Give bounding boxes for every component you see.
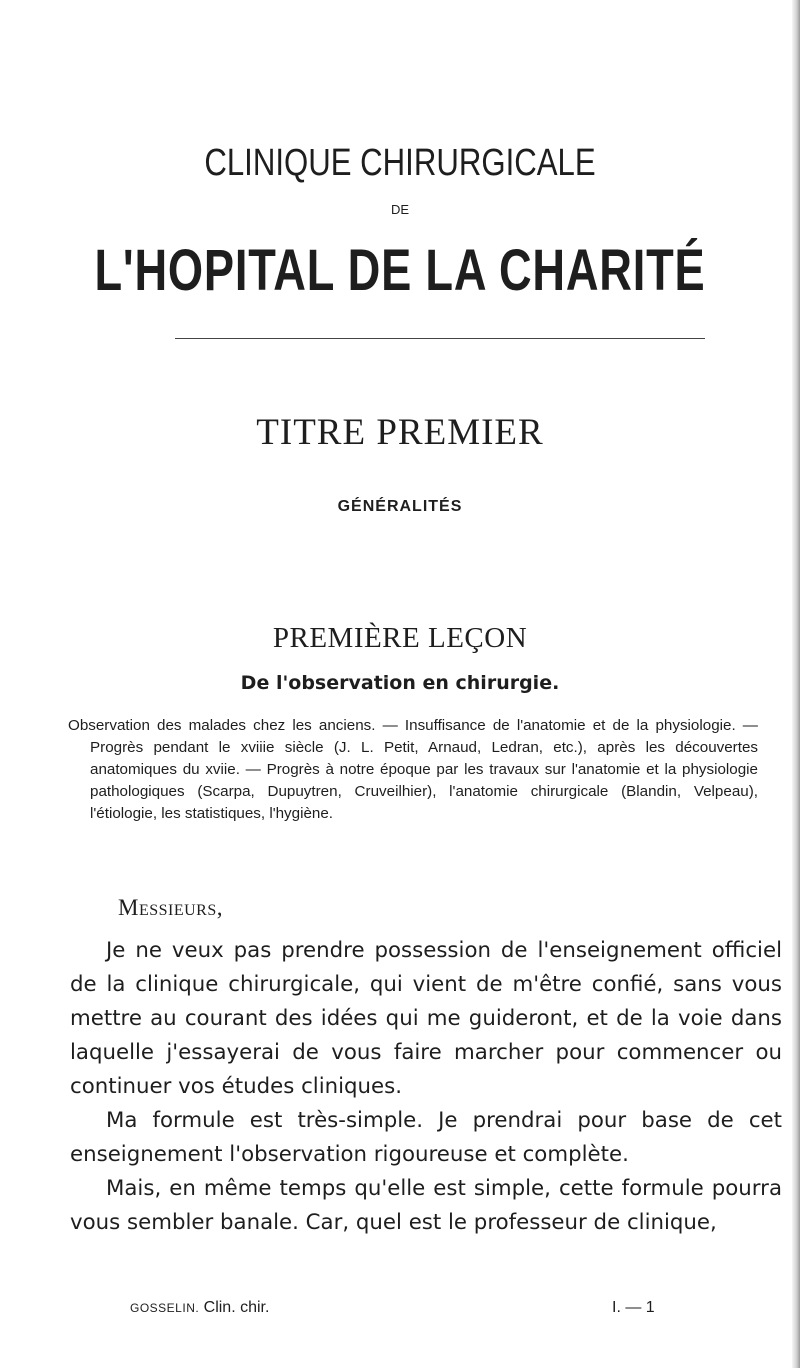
paragraph: Je ne veux pas prendre possession de l'enseignement officiel de la clinique chirurgicale, qui vient de m'être confié, sans vous mettre au courant des idées qui me guideront, et de la voie dans laquelle j'essayerai de vous faire marcher pour commencer ou continuer vos études cliniques.	[70, 938, 782, 1099]
paragraph: Mais, en même temps qu'elle est simple, cette formule pourra vous sembler banale. Car, quel est le professeur de clinique,	[70, 1176, 782, 1235]
footer-author: GOSSELIN.	[130, 1301, 200, 1315]
footer-signature: I. — 1	[612, 1299, 655, 1316]
footer-reference	[130, 1299, 269, 1317]
salutation: Messieurs,	[118, 895, 223, 920]
horizontal-divider	[175, 338, 705, 339]
page-footer	[0, 1299, 800, 1323]
section-subtitle: GÉNÉRALITÉS	[337, 498, 463, 515]
book-title-connector: DE	[390, 202, 410, 217]
book-title-line1: CLINIQUE CHIRURGICALE	[204, 142, 596, 184]
book-title-line2: L'HOPITAL DE LA CHARITÉ	[94, 238, 706, 303]
body-text	[70, 934, 782, 1240]
lesson-summary: Observation des malades chez les anciens. — Insuffisance de l'anatomie et de la physiologie. — Progrès pendant le xviiie siècle (J. L. Petit, Arnaud, Ledran, etc.), après les découvertes anatomiques du xviie. — Progrès à notre époque par les travaux sur l'anatomie et la physiologie pathologiques (Scarpa, Dupuytren, Cruveilhier), l'anatomie chirurgicale (Blandin, Velpeau), l'étiologie, les statistiques, l'hygiène.	[68, 717, 758, 822]
lesson-title: PREMIÈRE LEÇON	[272, 622, 528, 654]
section-title: TITRE PREMIER	[256, 412, 544, 453]
paragraph: Ma formule est très-simple. Je prendrai pour base de cet enseignement l'observation rigoureuse et complète.	[70, 1108, 782, 1167]
lesson-subject: De l'observation en chirurgie.	[240, 672, 560, 694]
footer-work: Clin. chir.	[203, 1299, 270, 1316]
